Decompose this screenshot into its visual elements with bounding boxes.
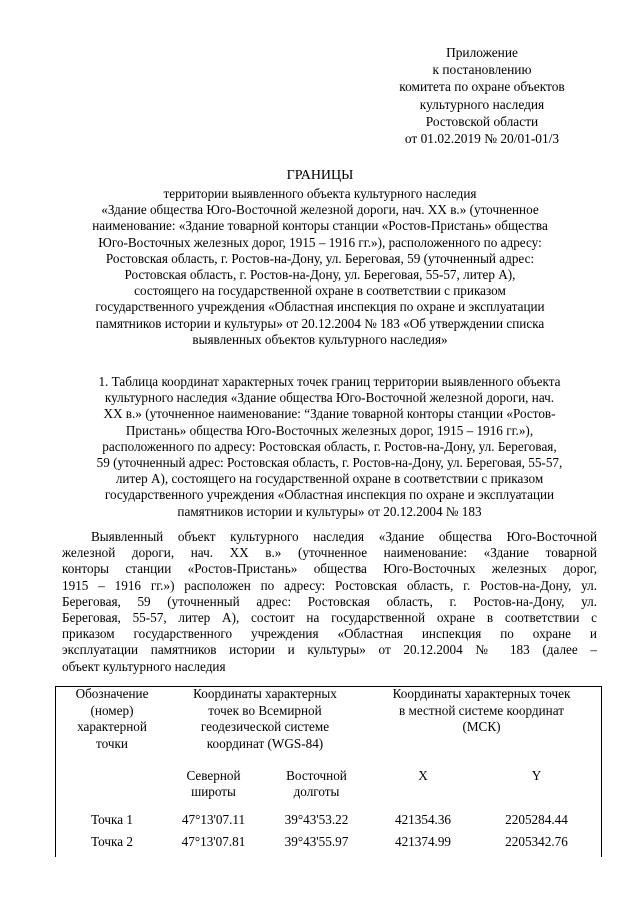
subtitle-line: наименование: «Здание товарной конторы станции «Ростов-Пристань» общества bbox=[92, 218, 548, 234]
paragraph-line: Выявленный объект культурного наследия «Здание общества Юго-Восточной bbox=[91, 529, 597, 544]
appendix-line: культурного наследия bbox=[419, 96, 545, 112]
table-row bbox=[62, 812, 595, 834]
paragraph-line: Береговая, 59 (уточненный адрес: Ростовская область, г. Ростов-на-Дону, ул. bbox=[62, 593, 597, 609]
cell-point: Точка 1 bbox=[91, 812, 133, 827]
header-line: точек во Всемирной bbox=[208, 702, 322, 718]
section-1-line: XX в.» (уточненное наименование: “Здание товарной конторы станции «Ростов- bbox=[103, 406, 556, 422]
title-block bbox=[62, 166, 578, 348]
header-line: координат (WGS-84) bbox=[206, 735, 324, 751]
subheader-line: Северной bbox=[186, 768, 241, 783]
section-1-line: 59 (уточненный адрес: Ростовская область, г. Ростов-на-Дону, ул. Береговая, 55-57, bbox=[96, 455, 563, 471]
cell-y: 2205284.44 bbox=[505, 812, 568, 827]
subtitle-line: «Здание общества Юго-Восточной железной дороги, нач. XX в.» (уточненное bbox=[101, 202, 539, 218]
appendix-line: Ростовской области bbox=[425, 113, 539, 129]
header-line: в местной системе координат bbox=[399, 702, 564, 718]
section-1-line: Пристань» общества Юго-Восточных железных дорог, 1915 – 1916 гг.»), bbox=[125, 422, 534, 438]
subtitle-line: состоящего на государственной охране в соответствии с приказом bbox=[134, 283, 506, 299]
section-1-line: 1. Таблица координат характерных точек границ территории выявленного объекта bbox=[98, 374, 561, 389]
section-1-line: государственного учреждения «Областная инспекция по охране и эксплуатации bbox=[104, 487, 555, 503]
header-line: (МСК) bbox=[462, 719, 501, 734]
header-line: точки bbox=[96, 735, 128, 751]
cell-lon: 39°43'55.97 bbox=[284, 834, 349, 849]
appendix-line: Приложение bbox=[446, 45, 518, 60]
paragraph-line: конторы станции «Ростов-Пристань» общества Юго-Восточных железных дорог, bbox=[62, 561, 597, 577]
coordinates-table bbox=[62, 686, 595, 856]
subtitle-line: Ростовская область, г. Ростов-на-Дону, ул. Береговая, 59 (уточненный адрес: bbox=[105, 250, 535, 266]
cell-y: 2205342.76 bbox=[505, 834, 568, 849]
subtitle-line: выявленных объектов культурного наследия» bbox=[192, 331, 448, 347]
header-line: Координаты характерных bbox=[193, 686, 337, 701]
paragraph-line: железной дороги, нач. XX в.» (уточненное наименование: «Здание товарной bbox=[62, 545, 597, 561]
appendix-line: к постановлению bbox=[432, 62, 532, 78]
cell-x: 421374.99 bbox=[394, 834, 452, 849]
document-title: ГРАНИЦЫ bbox=[286, 168, 354, 183]
paragraph-line: приказом государственного учреждения «Областная инспекция по охране и bbox=[62, 626, 597, 642]
subtitle-line: памятников истории и культуры» от 20.12.2004 № 183 «Об утверждении списка bbox=[95, 315, 545, 331]
subheader-lat bbox=[162, 768, 265, 812]
subheader-line: Восточной bbox=[286, 768, 347, 783]
section-1-line: памятников истории и культуры» от 20.12.2004 № 183 bbox=[177, 503, 482, 519]
cell-lat: 47°13'07.11 bbox=[181, 812, 246, 827]
header-wgs bbox=[162, 686, 368, 768]
appendix-line: комитета по охране объектов bbox=[399, 79, 565, 95]
section-1-heading bbox=[62, 374, 597, 520]
cell-point: Точка 2 bbox=[91, 834, 133, 849]
header-line: Обозначение bbox=[75, 686, 149, 701]
header-line: (номер) bbox=[90, 702, 134, 718]
section-1-line: культурного наследия «Здание общества Юго-Восточной железной дороги, нач. bbox=[104, 390, 555, 406]
cell-x: 421354.36 bbox=[394, 812, 452, 827]
header-line: Координаты характерных точек bbox=[392, 686, 571, 701]
subtitle-line: Ростовская область, г. Ростов-на-Дону, ул. Береговая, 55-57, литер А), bbox=[124, 267, 516, 283]
appendix-block bbox=[380, 44, 584, 147]
description-paragraph bbox=[62, 529, 597, 675]
cell-lat: 47°13'07.81 bbox=[181, 834, 246, 849]
header-msk bbox=[368, 686, 595, 768]
header-line: геодезической системе bbox=[200, 719, 330, 734]
table-row bbox=[62, 834, 595, 856]
cell-lon: 39°43'53.22 bbox=[284, 812, 349, 827]
header-point bbox=[62, 686, 162, 812]
section-1-line: расположенного по адресу: Ростовская область, г. Ростов-на-Дону, ул. Береговая, bbox=[102, 438, 557, 454]
appendix-line: от 01.02.2019 № 20/01-01/3 bbox=[404, 131, 560, 147]
section-1-line: литер А), состоящего на государственной охране в соответствии с приказом bbox=[115, 471, 544, 487]
subtitle-line: государственного учреждения «Областная инспекция по охране и эксплуатации bbox=[95, 299, 545, 315]
paragraph-line: объект культурного наследия bbox=[62, 658, 226, 674]
paragraph-line: 1915 – 1916 гг.») расположен по адресу: Ростовская область, г. Ростов-на-Дону, ул. bbox=[62, 577, 597, 593]
subheader-line: долготы bbox=[293, 784, 340, 800]
header-line: характерной bbox=[77, 719, 147, 734]
subtitle-line: территории выявленного объекта культурного наследия bbox=[163, 186, 477, 201]
subheader-x: X bbox=[418, 768, 428, 783]
subheader-y: Y bbox=[531, 768, 542, 783]
paragraph-line: Береговая, 55-57, литер А), состоит на государственной охране в соответствии с bbox=[62, 609, 597, 625]
subheader-lon bbox=[265, 768, 368, 812]
subtitle-line: Юго-Восточных железных дорог, 1915 – 1916 гг.»), расположенного по адресу: bbox=[98, 234, 542, 250]
subheader-line: широты bbox=[191, 784, 236, 800]
paragraph-line: эксплуатации памятников истории и культуры» от 20.12.2004 № 183 (далее – bbox=[62, 642, 597, 658]
